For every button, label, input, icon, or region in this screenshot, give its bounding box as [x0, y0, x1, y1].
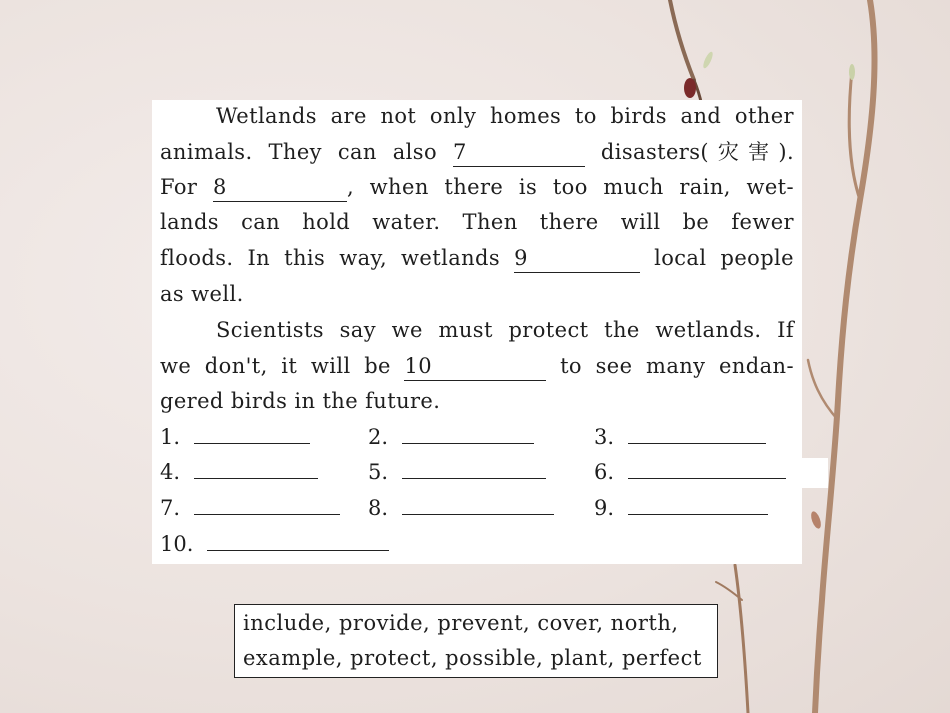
- passage-line: Scientists say we must protect the wetlands. If: [216, 318, 794, 342]
- answer-9[interactable]: 9.: [594, 494, 768, 520]
- blank-7[interactable]: 7: [453, 140, 585, 167]
- passage-line: lands can hold water. Then there will be fewer: [160, 210, 794, 234]
- blank-9[interactable]: 9: [514, 246, 640, 273]
- answer-3[interactable]: 3.: [594, 423, 766, 449]
- passage-line: floods. In this way, wetlands 9 local people: [160, 241, 794, 276]
- card-tab: [800, 458, 828, 488]
- answer-10[interactable]: 10.: [160, 530, 389, 556]
- passage-line: For 8 , when there is too much rain, wet-: [160, 170, 794, 205]
- passage-line: as well.: [160, 282, 244, 306]
- passage-line: we don't, it will be 10 to see many endan-: [160, 349, 794, 384]
- passage-line: animals. They can also 7 disasters(灾害).: [160, 135, 794, 170]
- passage-line: Wetlands are not only homes to birds and other: [216, 104, 794, 128]
- bud-icon: [684, 78, 696, 98]
- answer-7[interactable]: 7.: [160, 494, 340, 520]
- passage-line: gered birds in the future.: [160, 389, 441, 413]
- answer-6[interactable]: 6.: [594, 458, 786, 484]
- answer-5[interactable]: 5.: [368, 458, 546, 484]
- blank-10[interactable]: 10: [404, 354, 546, 381]
- word-bank-box: [234, 604, 718, 678]
- word-bank-line: example, protect, possible, plant, perfect: [243, 646, 702, 670]
- answer-8[interactable]: 8.: [368, 494, 554, 520]
- answer-2[interactable]: 2.: [368, 423, 534, 449]
- answer-1[interactable]: 1.: [160, 423, 310, 449]
- word-bank-line: include, provide, prevent, cover, north,: [243, 611, 679, 635]
- answer-4[interactable]: 4.: [160, 458, 318, 484]
- blank-8[interactable]: 8: [213, 175, 347, 202]
